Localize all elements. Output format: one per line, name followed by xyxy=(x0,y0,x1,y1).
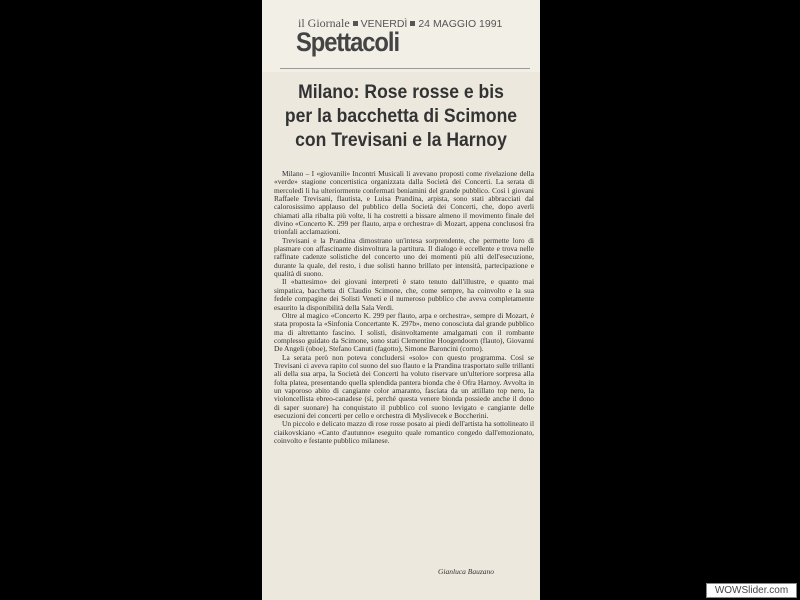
watermark-link[interactable]: WOWSlider.com xyxy=(706,583,797,598)
headline-line: Milano: Rose rosse e bis xyxy=(298,81,504,103)
article-paragraph: Oltre al magico «Concerto K. 299 per flauto, arpa e orchestra», sempre di Mozart, è stata proposta la «Sinfonia Concertante K. 297b», meno conosciuta dal grande pubblico ma di altrettanto fascino. I solisti, disinvoltamente amalgamati con il rombante complesso guidato da Scimone, sono stati Clementine Hoogendoorn (flauto), Giovanni De Angeli (oboe), Stefano Canuti (fagotto), Simone Baroncini (corno). xyxy=(274,310,534,354)
article-paragraph: Un piccolo e delicato mazzo di rose rosse posato ai piedi dell'artista ha sottolineato il ciaikovskiano «Canto d'autunno» eseguito quale romantico congedo dall'emozionato, coinvolto e festante pubblico milanese. xyxy=(274,419,534,445)
article-paragraph: Il «battesimo» dei giovani interpreti è stato tenuto dall'illustre, e quanto mai simpatica, bacchetta di Claudio Scimone, che, come sempre, ha coinvolto e la sua fedele compagine dei Solisti Veneti e il numeroso pubblico che aveva completamente esaurito la disponibilità della Sala Verdi. xyxy=(274,277,534,312)
article-paragraph: Trevisani e la Prandina dimostrano un'intesa sorprendente, che permette loro di plasmare con affascinante disinvoltura la partitura. Il dialogo è eccellente e trova nelle raffinate cadenze solistiche del concerto uno dei momenti più alti dell'esecuzione, durante la quale, del resto, i due solisti hanno brillato per intensità, partecipazione e qualità di suono. xyxy=(274,235,534,279)
article-paragraph: Milano – I «giovanili» Incontri Musicali li avevano proposti come rivelazione della «verde» stagione concertistica organizzata dalla Società dei Concerti. La serata di mercoledì li ha ulteriormente confermati beniamini del grande pubblico. Così i giovani Raffaele Trevisani, flautista, e Luisa Prandina, arpista, sono stati abbracciati dal calorosissimo applauso del pubblico della Società dei Concerti, che, dopo averli chiamati alla ribalta più volte, li ha costretti a bissare almeno il movimento finale del divino «Concerto K. 299 per flauto, arpa e orchestra» di Mozart, appena conclusosi fra trionfali acclamazioni. xyxy=(274,169,534,237)
article-author: Gianluca Bauzano xyxy=(438,567,495,576)
masthead-day: VENERDÌ xyxy=(360,18,408,30)
section-title: Spettacoli xyxy=(296,27,399,57)
headline-line: con Trevisani e la Harnoy xyxy=(295,129,507,151)
newspaper-clipping xyxy=(262,0,540,600)
article-headline xyxy=(262,80,540,152)
separator-square-icon xyxy=(353,21,358,26)
headline-line: per la bacchetta di Scimone xyxy=(284,105,518,127)
newspaper-name: il Giornale xyxy=(298,16,350,30)
separator-square-icon xyxy=(410,21,415,26)
masthead-date: 24 MAGGIO 1991 xyxy=(418,18,503,30)
article-paragraph: La serata però non poteva concludersi «solo» con questo programma. Così se Trevisani ci aveva rapito col suono del suo flauto e la Prandina trasportato sulle trillanti ali della sua arpa, la Società dei Concerti ha voluto riservare un'ulteriore sorpresa alla folta platea, presentando quella splendida pantera bionda che è Ofra Harnoy. Avvolta in un vaporoso abito di cangiante color amaranto, fasciata da un attillato top nero, la violoncellista ebreo-canadese (sì, perché questa venere bionda possiede anche il dono di saper suonare) ha conquistato il pubblico col suono levigato e cangiante delle esecuzioni dei concerti per cello e orchestra di Myslivecek e Boccherini. xyxy=(274,352,534,420)
masthead xyxy=(262,0,540,72)
masthead-rule xyxy=(280,68,530,69)
article-body xyxy=(274,170,534,445)
